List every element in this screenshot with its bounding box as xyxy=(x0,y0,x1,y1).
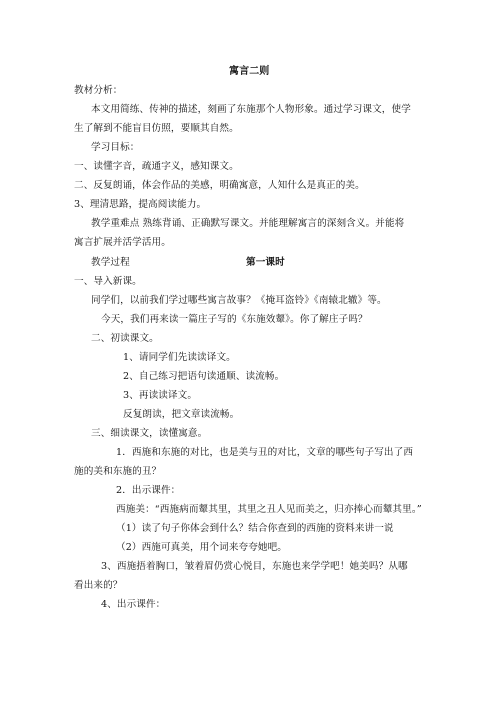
step-question-line: 看出来的？ xyxy=(74,580,123,591)
key-points-line: 教学重难点 熟练背诵、正确默写课文。并能理解寓言的深刻含义。并能将 xyxy=(91,218,405,229)
step-item: 反复朗读，把文章读流畅。 xyxy=(123,409,240,420)
quote-line: 西施美：“西施病而颦其里，其里之丑人见而美之，归亦捧心而颦其里。” xyxy=(116,504,422,515)
goals-label: 学习目标： xyxy=(91,142,140,153)
analysis-paragraph-line: 本文用简练、传神的描述，刻画了东施那个人物形象。通过学习课文，使学 xyxy=(91,104,411,115)
analysis-label: 教材分析： xyxy=(74,85,123,96)
step-question: 2．出示课件： xyxy=(116,485,181,496)
process-label: 教学过程 xyxy=(91,257,130,268)
step-text: 同学们，以前我们学过哪些寓言故事？《掩耳盗铃》《南辕北辙》等。 xyxy=(91,295,387,306)
step-heading: 二、初读课文。 xyxy=(91,333,159,344)
step-heading: 一、导入新课。 xyxy=(74,276,142,287)
sub-question: （2）西施可真美，用个词来夸夸她吧。 xyxy=(116,542,287,553)
step-item: 2、自己练习把语句读通顺、读流畅。 xyxy=(123,371,285,382)
step-question-line: 施的美和东施的丑？ xyxy=(74,466,162,477)
sub-question: （1）读了句子你体会到什么？结合你查到的西施的资料来讲一说 xyxy=(116,523,394,534)
goal-item: 3、理清思路，提高阅读能力。 xyxy=(74,199,207,210)
document-title: 寓言二则 xyxy=(229,66,270,77)
step-item: 1、请同学们先读读译文。 xyxy=(123,352,236,363)
step-question: 4、出示课件： xyxy=(101,599,166,610)
step-question-line: 3、西施捂着胸口，皱着眉仍赏心悦目，东施也来学学吧！她美吗？从哪 xyxy=(101,561,408,572)
step-item: 3、再读读译文。 xyxy=(123,390,198,401)
key-points-line: 寓言扩展并活学活用。 xyxy=(74,237,171,248)
goal-item: 二、反复朗诵，体会作品的美感，明确寓意，人知什么是真正的美。 xyxy=(74,180,365,191)
step-text: 今天，我们再来读一篇庄子写的《东施效颦》。你了解庄子吗？ xyxy=(101,314,368,325)
analysis-paragraph-line: 生了解到不能盲目仿照，要顺其自然。 xyxy=(74,123,239,134)
step-question-line: 1．西施和东施的对比，也是美与丑的对比，文章的哪些句子写出了西 xyxy=(116,447,414,458)
step-heading: 三、细读课文，读懂寓意。 xyxy=(91,428,208,439)
lesson-heading: 第一课时 xyxy=(246,257,285,268)
goal-item: 一、读懂字音，疏通字义，感知课文。 xyxy=(74,161,239,172)
